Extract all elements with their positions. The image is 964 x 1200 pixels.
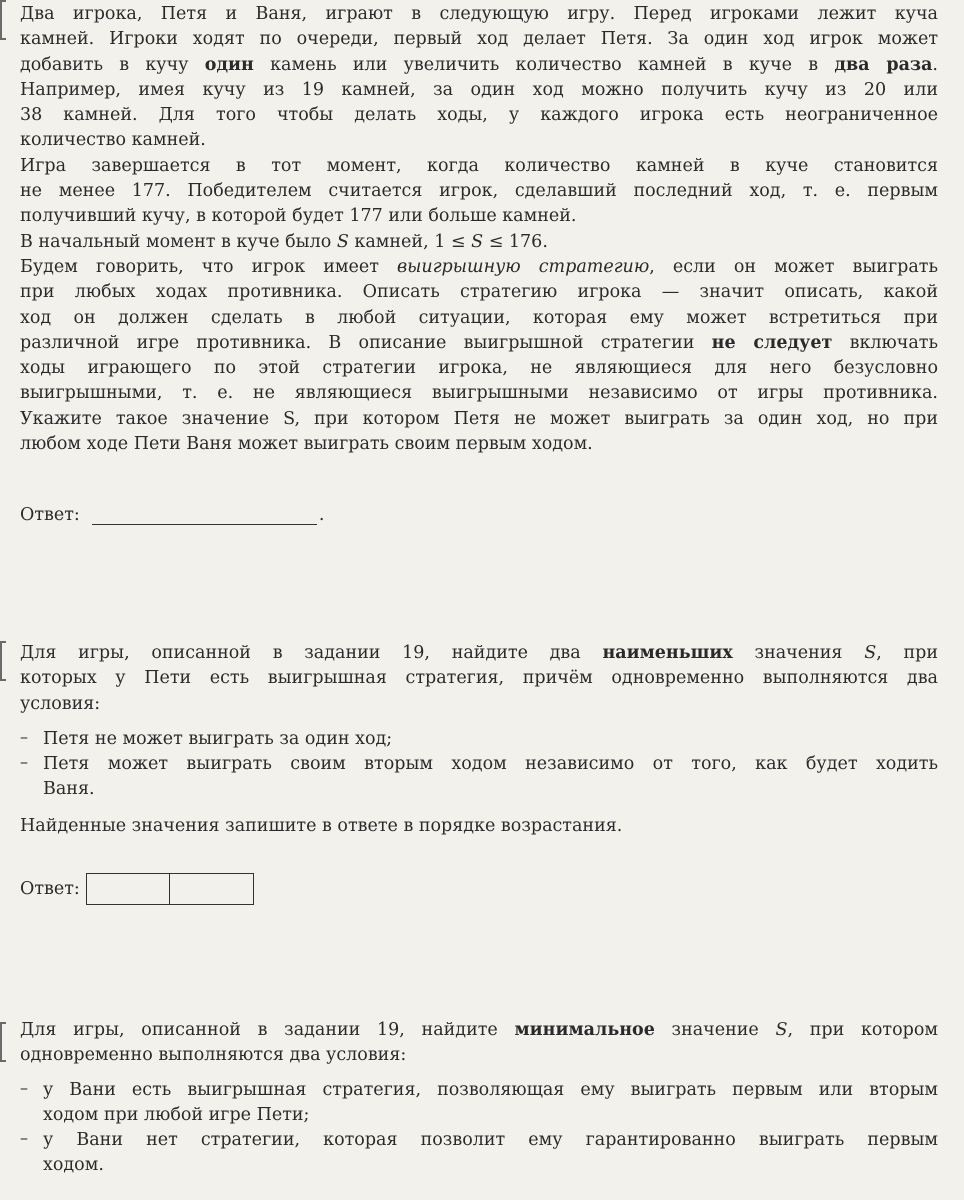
task19-line-18: любом ходе Пети Ваня может выиграть своим первым ходом. — [20, 434, 593, 455]
task20-condition-2: – Петя может выиграть своим вторым ходом независимо от того, как будет ходить Ваня. — [20, 752, 938, 800]
task-21 — [20, 1018, 938, 1179]
task19-line-4: Например, имея кучу из 19 камней, за один ход можно получить кучу из 20 или — [20, 79, 938, 100]
task19-line-14: различной игре противника. В описание выигрышной стратегии не следует включать — [20, 332, 938, 353]
task20-answer — [20, 873, 938, 905]
task19-line-9: получивший кучу, в которой будет 177 или больше камней. — [20, 206, 577, 227]
task-20 — [20, 641, 938, 839]
task19-line-16: выигрышными, т. е. не являющиеся выигрышными независимо от игры противника. — [20, 383, 938, 404]
task19-answer-dot: . — [318, 504, 325, 525]
task21-line-2: одновременно выполняются два условия: — [20, 1045, 407, 1066]
task19-line-5: 38 камней. Для того чтобы делать ходы, у каждого игрока есть неограниченное — [20, 105, 938, 126]
task19-line-11: Будем говорить, что игрок имеет выигрышную стратегию, если он может выиграть — [20, 256, 938, 277]
task19-line-12: при любых ходах противника. Описать стратегию игрока — значит описать, какой — [20, 282, 938, 303]
task19-line-7: Игра завершается в тот момент, когда количество камней в куче становится — [20, 155, 938, 176]
task20-line-2: которых у Пети есть выигрышная стратегия, причём одновременно выполняются два — [20, 668, 938, 689]
task20-line-3: условия: — [20, 693, 101, 714]
task19-line-17: Укажите такое значение S, при котором Петя не может выиграть за один ход, но при — [20, 408, 938, 429]
margin-mark-task20 — [0, 641, 6, 681]
margin-mark-task19 — [0, 0, 6, 40]
task19-line-8: не менее 177. Победителем считается игрок, сделавший последний ход, т. е. первым — [20, 181, 938, 202]
task19-line-15: ходы играющего по этой стратегии игрока, не являющиеся для него безусловно — [20, 358, 938, 379]
task20-answer-box-2[interactable] — [170, 873, 254, 905]
task19-line-6: количество камней. — [20, 130, 206, 151]
task21-line-1: Для игры, описанной в задании 19, найдите минимальное значение S, при котором — [20, 1020, 938, 1040]
task19-line-10: В начальный момент в куче было S камней, 1 ≤ S ≤ 176. — [20, 231, 548, 252]
task20-instruction: Найденные значения запишите в ответе в порядке возрастания. — [20, 815, 623, 836]
task19-line-3: добавить в кучу один камень или увеличить количество камней в куче в два раза. — [20, 54, 938, 75]
task20-answer-label: Ответ: — [20, 879, 80, 899]
task21-condition-2: – у Вани нет стратегии, которая позволит ему гарантированно выиграть первым ходом. — [20, 1128, 938, 1176]
task20-line-1: Для игры, описанной в задании 19, найдите два наименьших значения S, при — [20, 643, 938, 663]
task19-line-1: Два игрока, Петя и Ваня, играют в следующую игру. Перед игроками лежит куча — [20, 4, 938, 24]
task20-condition-1: – Петя не может выиграть за один ход; — [20, 726, 393, 749]
task21-condition-1: – у Вани есть выигрышная стратегия, позволяющая ему выиграть первым или вторым ходом при любой игре Пети; — [20, 1077, 938, 1125]
task-19 — [20, 2, 938, 457]
task20-answer-box-1[interactable] — [86, 873, 170, 905]
task19-line-2: камней. Игроки ходят по очереди, первый ход делает Петя. За один ход игрок может — [20, 29, 938, 50]
task20-answer-boxes — [86, 873, 254, 905]
task19-line-13: ход он должен сделать в любой ситуации, которая ему может встретиться при — [20, 307, 938, 328]
task19-answer-label: Ответ: — [20, 504, 80, 525]
task19-answer — [20, 504, 938, 525]
margin-mark-task21 — [0, 1022, 6, 1062]
task19-answer-line[interactable] — [92, 504, 317, 525]
